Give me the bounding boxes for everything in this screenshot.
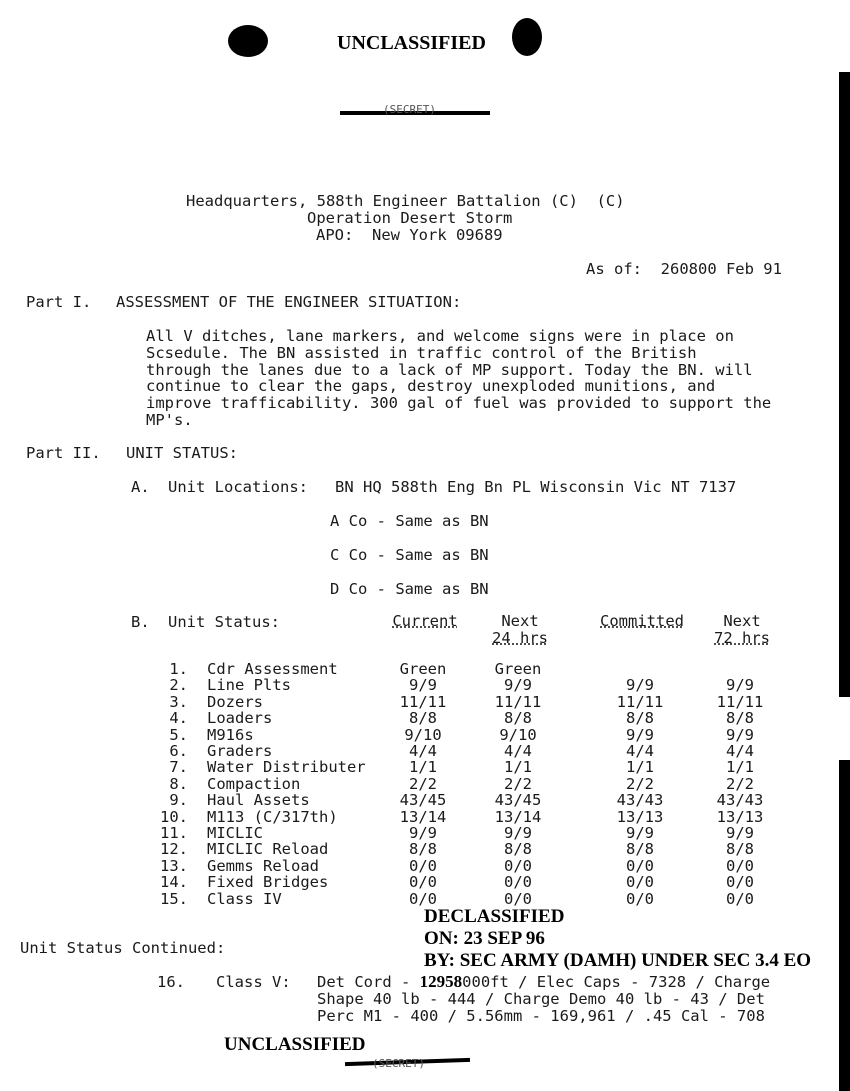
location-line: A Co - Same as BN [330, 512, 489, 530]
row-value: 0/0 [726, 873, 754, 892]
row-value: 0/0 [626, 873, 654, 892]
row-value: 8/8 [626, 709, 654, 728]
row-value: 9/9 [726, 676, 754, 695]
row-item: Fixed Bridges [207, 873, 329, 892]
row-value: 0/0 [409, 873, 437, 892]
row-value: 13/14 [494, 807, 542, 826]
unit-status-continued: Unit Status Continued: [20, 939, 226, 957]
row-item: M113 (C/317th) [207, 807, 338, 826]
punch-hole-right [512, 18, 542, 56]
row-value: 8/8 [409, 709, 437, 728]
header-operation: Operation Desert Storm [307, 209, 513, 227]
row-value: 1/1 [409, 758, 437, 777]
row-value: 9/9 [504, 676, 532, 695]
row-number: 13. [160, 856, 188, 875]
row-value: Green [399, 660, 447, 678]
as-of-date: As of: 260800 Feb 91 [586, 260, 782, 278]
row-value: 9/9 [726, 725, 754, 744]
scan-edge [839, 72, 850, 697]
secret-marking-bottom: (SECRET) [372, 1057, 425, 1070]
row-value: 0/0 [504, 856, 532, 875]
row-number: 8. [169, 774, 188, 793]
row-value: 1/1 [726, 758, 754, 777]
row-value: 0/0 [726, 889, 754, 908]
row-number: 12. [160, 840, 188, 859]
row-value: 0/0 [626, 856, 654, 875]
punch-hole-left [228, 25, 268, 57]
row-item: Haul Assets [207, 791, 310, 810]
part2-label: Part II. [26, 444, 101, 462]
row-value: 8/8 [504, 709, 532, 728]
row-number: 15. [160, 889, 188, 908]
row-value: 43/45 [399, 791, 447, 810]
row-value: 9/10 [499, 725, 537, 744]
row-value: 9/9 [626, 676, 654, 695]
row-item: Line Plts [207, 676, 291, 695]
row-value: 0/0 [626, 889, 654, 908]
part1-title: ASSESSMENT OF THE ENGINEER SITUATION: [116, 293, 462, 311]
location-line: BN HQ 588th Eng Bn PL Wisconsin Vic NT 7137 [335, 478, 737, 496]
part1-line: continue to clear the gaps, destroy unexploded munitions, and [146, 377, 716, 396]
row-value: 0/0 [409, 889, 437, 908]
part1-line: All V ditches, lane markers, and welcome signs were in place on [146, 327, 734, 345]
row-value: 4/4 [626, 742, 654, 760]
row-value: 8/8 [504, 840, 532, 859]
part1-line: improve trafficability. 300 gal of fuel was provided to support the [146, 394, 772, 413]
location-line: C Co - Same as BN [330, 546, 489, 564]
row-number: 7. [169, 758, 188, 777]
column-header: Committed [600, 612, 684, 630]
part1-line: through the lanes due to a lack of MP support. Today the BN. will [146, 360, 753, 379]
row-value: 8/8 [726, 709, 754, 728]
row-number: 14. [160, 873, 188, 892]
declass-stamp-line1: DECLASSIFIED [424, 906, 565, 927]
section-b-title: Unit Status: [168, 613, 280, 631]
class5-label: Class V: [216, 973, 291, 991]
row-value: 0/0 [504, 889, 532, 908]
row-value: 43/43 [716, 791, 764, 810]
row-value: 1/1 [626, 758, 654, 777]
row-value: 1/1 [504, 758, 532, 777]
row-number: 2. [169, 676, 188, 695]
row-item: Water Distributer [207, 758, 366, 777]
row-value: Green [494, 660, 542, 678]
class5-line1a: Det Cord - [317, 973, 420, 991]
row-item: MICLIC [207, 824, 263, 842]
part1-line: Scsedule. The BN assisted in traffic control of the British [146, 343, 697, 362]
row-number: 4. [169, 709, 188, 728]
header-unit: Headquarters, 588th Engineer Battalion (C) (C) [186, 192, 625, 210]
column-header: Next [501, 612, 539, 630]
row-value: 9/9 [726, 824, 754, 842]
header-apo: APO: New York 09689 [316, 226, 503, 244]
row-value: 9/10 [404, 725, 442, 744]
declass-eo-number: 12958 [419, 972, 463, 991]
row-value: 9/9 [409, 676, 437, 695]
declass-stamp-line3: BY: SEC ARMY (DAMH) UNDER SEC 3.4 EO [424, 950, 812, 971]
section-b-label: B. [131, 613, 150, 631]
row-item: Dozers [207, 692, 263, 711]
class5-line2: Shape 40 lb - 444 / Charge Demo 40 lb - 43 / Det [317, 990, 765, 1008]
row-number: 6. [169, 742, 188, 760]
row-value: 0/0 [504, 873, 532, 892]
row-value: 9/9 [626, 725, 654, 744]
row-value: 43/45 [494, 791, 542, 810]
column-header: Current [392, 612, 458, 630]
row-number: 3. [169, 692, 188, 711]
class5-line1b: 000ft / Elec Caps - 7328 / Charge [462, 973, 771, 991]
classification-bottom: UNCLASSIFIED [224, 1034, 366, 1055]
class5-line3: Perc M1 - 400 / 5.56mm - 169,961 / .45 Cal - 708 [317, 1007, 765, 1025]
row-value: 2/2 [504, 774, 532, 793]
row-value: 2/2 [409, 774, 437, 793]
part1-line: MP's. [146, 411, 193, 429]
classification-top: UNCLASSIFIED [337, 32, 486, 54]
row-item: Compaction [207, 774, 301, 793]
row-value: 0/0 [726, 856, 754, 875]
row-item: Class IV [207, 889, 282, 908]
row-value: 4/4 [726, 742, 754, 760]
row-value: 4/4 [409, 742, 437, 760]
row-value: 9/9 [504, 824, 532, 842]
column-header-sub: 24 hrs [492, 629, 548, 647]
row-value: 13/14 [399, 807, 447, 826]
row-value: 11/11 [616, 692, 664, 711]
row-value: 13/13 [716, 807, 764, 826]
class5-number: 16. [157, 973, 185, 991]
row-value: 0/0 [409, 856, 437, 875]
row-value: 43/43 [616, 791, 664, 810]
location-line: D Co - Same as BN [330, 580, 489, 598]
part1-label: Part I. [26, 293, 92, 311]
row-number: 5. [169, 725, 188, 744]
row-number: 1. [169, 660, 188, 678]
column-header: Next [723, 612, 761, 630]
row-item: Graders [207, 742, 273, 760]
row-number: 9. [169, 791, 188, 810]
row-item: M916s [207, 725, 254, 744]
declass-stamp-line2: ON: 23 SEP 96 [424, 928, 545, 949]
row-value: 11/11 [494, 692, 542, 711]
row-value: 8/8 [626, 840, 654, 859]
column-header-sub: 72 hrs [714, 629, 770, 647]
section-a-label: A. [131, 478, 150, 496]
secret-marking-top: (SECRET) [383, 103, 436, 116]
row-number: 10. [160, 807, 188, 826]
row-value: 9/9 [409, 824, 437, 842]
row-value: 11/11 [399, 692, 447, 711]
row-value: 9/9 [626, 824, 654, 842]
part2-title: UNIT STATUS: [126, 444, 238, 462]
section-a-title: Unit Locations: [168, 478, 308, 496]
row-value: 8/8 [409, 840, 437, 859]
row-item: Gemms Reload [207, 856, 319, 875]
row-value: 8/8 [726, 840, 754, 859]
row-value: 4/4 [504, 742, 532, 760]
class5-line1 [317, 974, 770, 990]
row-number: 11. [160, 824, 188, 842]
row-item: Loaders [207, 709, 273, 728]
row-item: Cdr Assessment [207, 660, 338, 678]
row-value: 13/13 [616, 807, 664, 826]
row-item: MICLIC Reload [207, 840, 329, 859]
row-value: 2/2 [726, 774, 754, 793]
row-value: 2/2 [626, 774, 654, 793]
row-value: 11/11 [716, 692, 764, 711]
scan-edge [839, 760, 850, 1091]
